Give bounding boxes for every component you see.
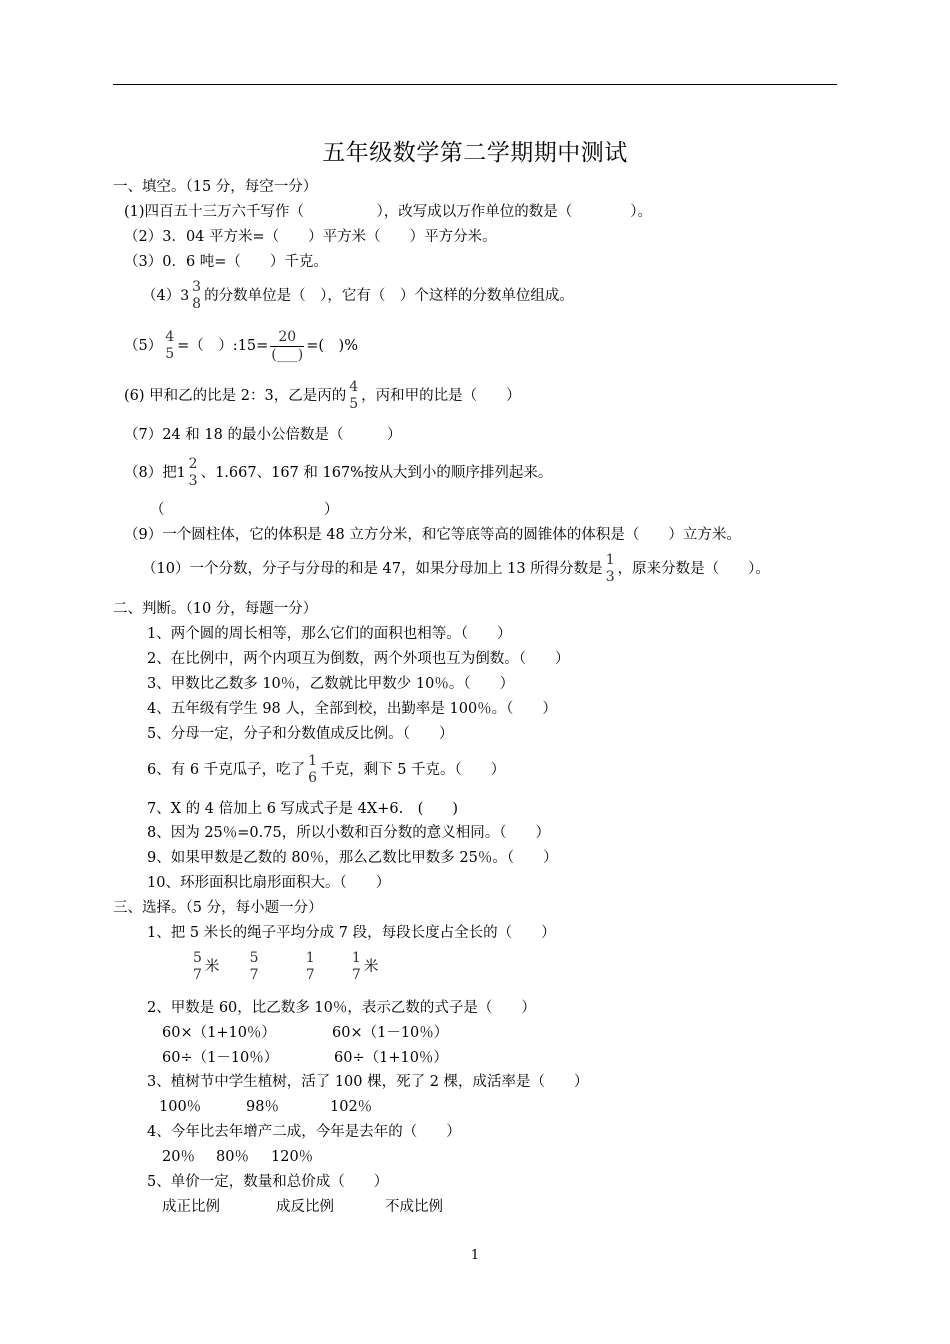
fill-q3: （3）0．6 吨=（ ）千克。 [124, 254, 328, 270]
section3-heading: 三、选择。（5 分，每小题一分） [113, 900, 323, 916]
fraction [307, 753, 318, 787]
choice-q2-opt-b: 60×（1－10％） [332, 1025, 449, 1041]
fraction-numerator: 4 [165, 329, 175, 345]
choice-q3-option: 102％ [330, 1099, 373, 1115]
fraction-denominator: (___) [271, 346, 304, 363]
fraction [249, 950, 260, 984]
fill-q8-post: 、1.667、167 和 167%按从大到小的顺序排列起来。 [200, 465, 553, 481]
fraction-numerator: 4 [349, 379, 359, 395]
fill-q5-mid: =（ ）:15= [177, 338, 269, 354]
fraction-numerator: 5 [249, 950, 259, 966]
fraction-denominator: 7 [249, 967, 259, 983]
choice-q3: 3、植树节中学生植树，活了 100 棵，死了 2 棵，成活率是（ ） [147, 1074, 589, 1090]
fraction-denominator: 8 [192, 296, 202, 312]
choice-q3-option: 100％ [159, 1099, 202, 1115]
section2-heading: 二、判断。（10 分，每题一分） [113, 601, 318, 617]
fraction [192, 950, 203, 984]
fraction-denominator: 7 [193, 967, 202, 983]
fraction-denominator: 7 [351, 967, 361, 983]
option-unit: 米 [204, 959, 220, 975]
choice-q5: 5、单价一定，数量和总价成（ ） [147, 1174, 389, 1190]
judge-item: 10、环形面积比扇形面积大。（ ） [147, 875, 391, 891]
choice-q5-option: 不成比例 [385, 1199, 443, 1215]
choice-q5-option: 成反比例 [276, 1199, 334, 1215]
fill-q6-pre: (6) 甲和乙的比是 2：3，乙是丙的 [124, 388, 347, 404]
choice-q4-option: 20％ [162, 1149, 195, 1165]
fraction-numerator: 1 [351, 950, 361, 966]
option-unit: 米 [363, 959, 379, 975]
fill-q1: (1)四百五十三万六千写作（ ），改写成以万作单位的数是（ ）。 [124, 204, 653, 220]
choice-q2: 2、甲数是 60，比乙数多 10％，表示乙数的式子是（ ） [147, 1000, 536, 1016]
fraction-denominator: 3 [188, 473, 198, 489]
fraction-numerator: 1 [605, 552, 615, 568]
fraction-numerator: 3 [192, 279, 202, 295]
fill-q5 [124, 328, 358, 364]
fraction-numerator: 20 [270, 329, 304, 347]
fill-q5-pre: （5） [124, 338, 163, 354]
mixed-number [180, 278, 204, 314]
fill-q2: （2）3．04 平方米=（ ）平方米（ ）平方分米。 [124, 229, 497, 245]
fill-q7: （7）24 和 18 的最小公倍数是（ ） [124, 427, 402, 443]
judge-item6-post: 千克，剩下 5 千克。（ ） [320, 762, 506, 778]
fill-q6 [124, 378, 521, 414]
choice-q1-options [190, 949, 378, 985]
judge-item-6 [147, 752, 505, 788]
choice-q5-option: 成正比例 [162, 1199, 220, 1215]
choice-q2-opt-c: 60÷（1－10％） [162, 1050, 279, 1066]
fill-q6-post: ，丙和甲的比是（ ） [361, 388, 521, 404]
choice-q3-option: 98％ [246, 1099, 279, 1115]
fill-q4-post: 的分数单位是（ ），它有（ ）个这样的分数单位组成。 [204, 288, 574, 304]
judge-item6-pre: 6、有 6 千克瓜子，吃了 [147, 762, 306, 778]
section1-heading: 一、填空。（15 分，每空一分） [113, 179, 318, 195]
judge-item: 5、分母一定，分子和分数值成反比例。（ ） [147, 726, 454, 742]
fill-q10-post: ，原来分数是（ ）。 [617, 561, 770, 577]
fraction-numerator: 1 [305, 950, 315, 966]
judge-item: 4、五年级有学生 98 人，全部到校，出勤率是 100％。（ ） [147, 701, 557, 717]
choice-q4: 4、今年比去年增产二成，今年是去年的（ ） [147, 1124, 461, 1140]
fill-q9: （9）一个圆柱体，它的体积是 48 立方分米，和它等底等高的圆锥体的体积是（ ）立方米。 [124, 527, 741, 543]
fraction [305, 950, 316, 984]
choice-q2-opt-a: 60×（1+10％） [162, 1025, 276, 1041]
fraction-denominator: 3 [605, 569, 615, 585]
fill-q8-pre: （8）把 [124, 465, 177, 481]
choice-q4-option: 80％ [216, 1149, 249, 1165]
fraction [191, 279, 202, 313]
fraction-denominator: 5 [165, 346, 175, 362]
choice-q1: 1、把 5 米长的绳子平均分成 7 段，每段长度占全长的（ ） [147, 925, 556, 941]
mixed-number [177, 455, 201, 491]
fraction [605, 552, 616, 586]
choice-q2-opt-d: 60÷（1+10％） [334, 1050, 448, 1066]
fill-q8 [124, 455, 552, 491]
fraction-numerator: 2 [188, 456, 198, 472]
fraction-denominator: 7 [305, 967, 315, 983]
fill-q8-blank: （ ） [150, 502, 339, 518]
fill-q10-pre: （10）一个分数，分子与分母的和是 47，如果分母加上 13 所得分数是 [142, 561, 603, 577]
fraction [348, 379, 359, 413]
fraction-denominator: 5 [349, 396, 359, 412]
fraction [164, 329, 175, 363]
fraction-denominator: 6 [308, 770, 318, 786]
judge-item: 1、两个圆的周长相等，那么它们的面积也相等。（ ） [147, 626, 512, 642]
mixed-whole: 1 [176, 465, 186, 481]
page-title: 五年级数学第二学期期中测试 [322, 140, 628, 166]
fraction [270, 329, 304, 364]
fraction-numerator: 5 [193, 950, 202, 966]
judge-item: 8、因为 25％=0.75，所以小数和百分数的意义相同。（ ） [147, 825, 550, 841]
judge-item: 3、甲数比乙数多 10％，乙数就比甲数少 10％。（ ） [147, 676, 515, 692]
choice-q4-option: 120％ [271, 1149, 314, 1165]
fraction [188, 456, 199, 490]
fill-q10 [142, 551, 770, 587]
fraction-numerator: 1 [308, 753, 318, 769]
judge-item: 7、X 的 4 倍加上 6 写成式子是 4X+6. ( ) [147, 801, 458, 817]
mixed-whole: 3 [180, 288, 190, 304]
page-number: 1 [470, 1248, 480, 1263]
fill-q4 [142, 278, 574, 314]
header-rule [113, 84, 837, 85]
fill-q4-pre: （4） [142, 288, 181, 304]
judge-item: 2、在比例中，两个内项互为倒数，两个外项也互为倒数。（ ） [147, 651, 570, 667]
fill-q5-post: =( )% [306, 338, 358, 354]
judge-item: 9、如果甲数是乙数的 80％，那么乙数比甲数多 25％。（ ） [147, 850, 558, 866]
fraction [351, 950, 362, 984]
